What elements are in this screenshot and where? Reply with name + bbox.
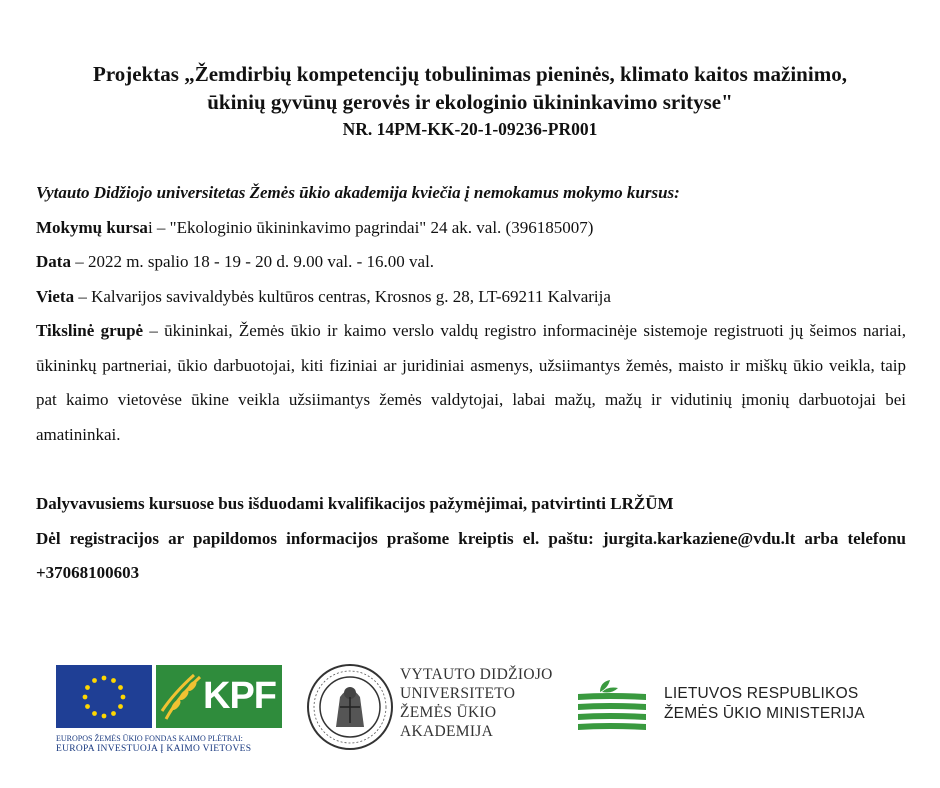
contact-text: Dėl registracijos ar papildomos informacijos prašome kreiptis el. paštu: jurgita.karkaziene@vdu.lt arba telefonu +37068100603 — [36, 528, 906, 582]
ministry-name — [664, 684, 865, 724]
vdu-line-2: UNIVERSITETO — [400, 685, 516, 702]
project-number: NR. 14PM-KK-20-1-09236-PR001 — [342, 119, 598, 139]
kpf-text: KPF — [203, 675, 276, 717]
certificates-text: Dalyvavusiems kursuose bus išduodami kvalifikacijos pažymėjimai, patvirtinti LRŽŪM — [36, 494, 674, 513]
course-label: Mokymų kursa — [36, 217, 148, 237]
wheat-icon — [160, 671, 206, 723]
invitation-text: Vytauto Didžiojo universitetas Žemės ūkio akademija kviečia į nemokamus mokymo kursus: — [36, 183, 680, 202]
kpf-mark — [156, 665, 282, 728]
ministry-line-2: ŽEMĖS ŪKIO MINISTERIJA — [664, 705, 865, 722]
date-value: – 2022 m. spalio 18 - 19 - 20 d. 9.00 val. - 16.00 val. — [70, 252, 435, 271]
logos-footer — [0, 655, 940, 755]
university-seal-icon — [306, 663, 394, 751]
target-label: Tikslinė grupė — [36, 321, 144, 340]
document-body — [36, 176, 906, 591]
place-line — [36, 280, 906, 315]
vdu-line-1: VYTAUTO DIDŽIOJO — [400, 666, 553, 683]
kpf-caption-line-1: EUROPOS ŽEMĖS ŪKIO FONDAS KAIMO PLĖTRAI: — [56, 734, 243, 743]
ministry-logo — [578, 680, 898, 740]
target-group-paragraph — [36, 314, 906, 452]
course-line — [36, 211, 906, 246]
vdu-name — [400, 665, 553, 741]
eu-flag-icon — [56, 665, 152, 728]
kpf-caption-line-2: EUROPA INVESTUOJA Į KAIMO VIETOVES — [56, 744, 252, 754]
place-label: Vieta — [36, 286, 75, 306]
vdu-line-4: AKADEMIJA — [400, 723, 494, 740]
document-title — [0, 60, 940, 142]
date-label: Data — [36, 252, 71, 271]
title-line-2: ūkinių gyvūnų gerovės ir ekologinio ūkininkavimo srityse" — [207, 90, 733, 114]
date-line — [36, 245, 906, 280]
ministry-field-icon — [578, 680, 646, 732]
vdu-line-3: ŽEMĖS ŪKIO — [400, 704, 497, 721]
target-value: – ūkininkai, Žemės ūkio ir kaimo verslo valdų registro informacinėje sistemoje registruoti jų šeimos nariai, ūkininkų partneriai, ūkio darbuotojai, kiti fiziniai ar juridiniai asmenys, užsiimantys žemės, maisto ir miškų ūkio veikla, taip pat kaimo vietovėse ūkine veikla užsiimantys žemės valdytojai, labai mažų, mažų ir vidutinių įmonių darbuotojai bei amatininkai. — [36, 321, 906, 444]
kpf-logo — [56, 665, 282, 757]
vdu-logo — [306, 663, 576, 758]
course-value: i – "Ekologinio ūkininkavimo pagrindai" 24 ak. val. (396185007) — [147, 217, 594, 237]
ministry-line-1: LIETUVOS RESPUBLIKOS — [664, 685, 859, 702]
kpf-caption — [56, 733, 286, 755]
place-value: – Kalvarijos savivaldybės kultūros centras, Krosnos g. 28, LT-69211 Kalvarija — [74, 286, 611, 306]
title-line-1: Projektas „Žemdirbių kompetencijų tobulinimas pieninės, klimato kaitos mažinimo, — [93, 62, 847, 86]
